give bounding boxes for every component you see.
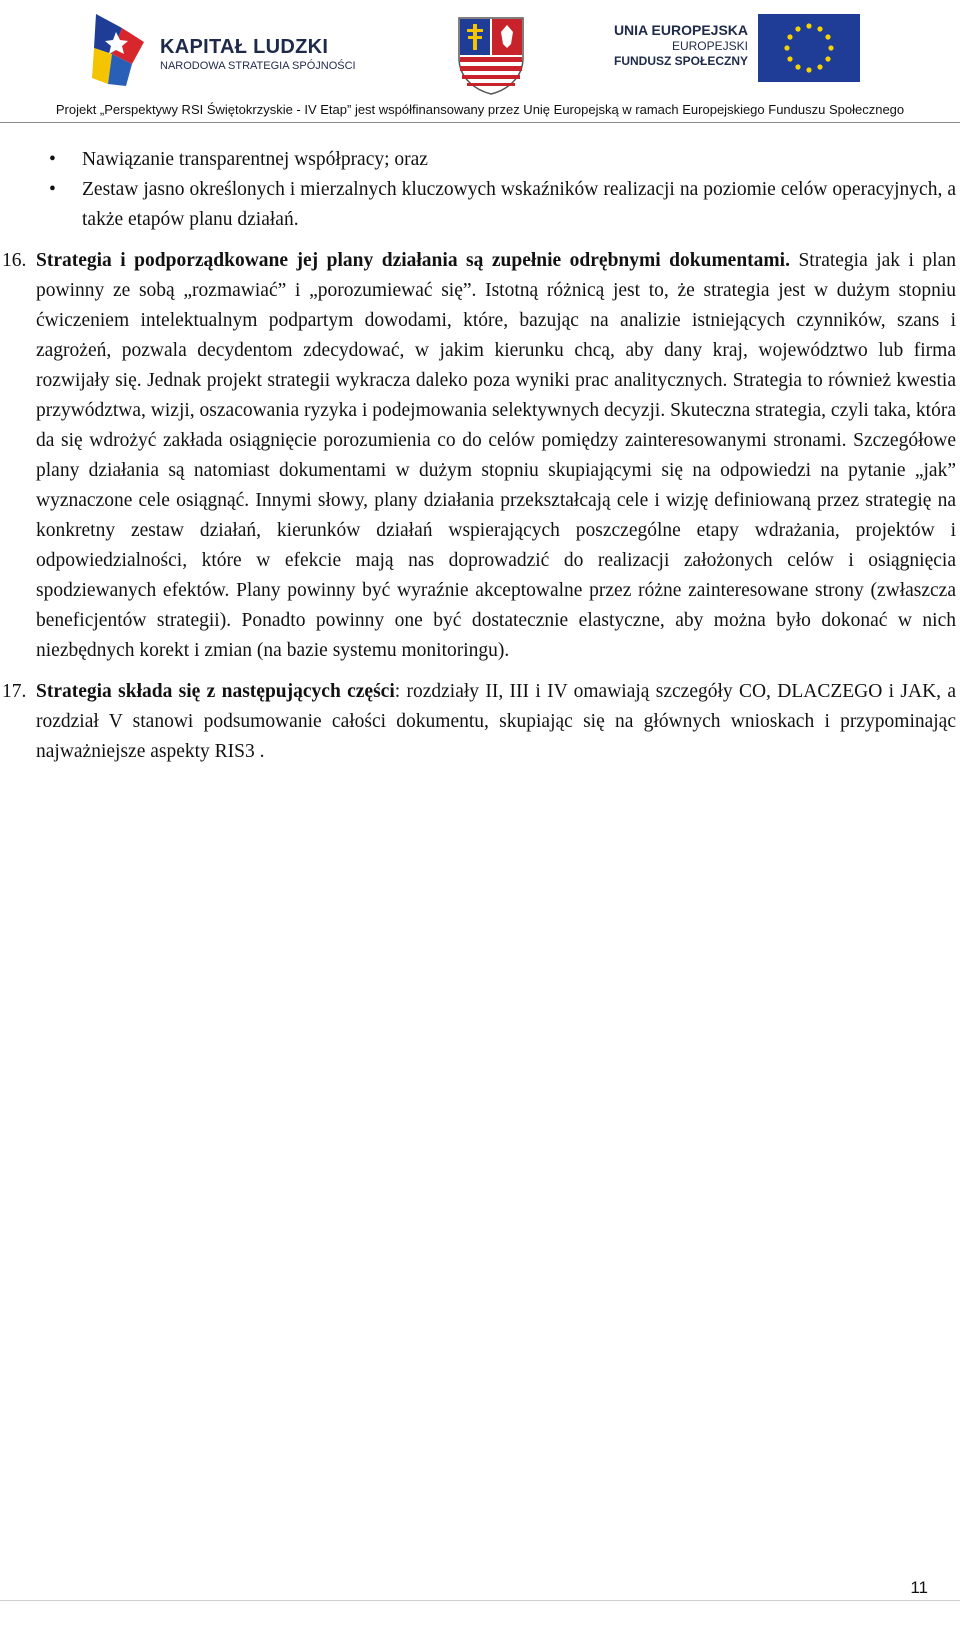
eu-flag-icon (758, 14, 860, 82)
numbered-item-16 (2, 246, 956, 666)
item-number: 17. (2, 681, 27, 702)
item-heading: Strategia i podporządkowane jej plany działania są zupełnie odrębnymi dokumentami. (36, 250, 790, 271)
footer-divider (0, 1600, 960, 1601)
page-header (0, 0, 960, 126)
item-text: : rozdziały II, III i IV omawiają szczegóły CO, DLACZEGO i JAK, a rozdział V stanowi podsumowanie całości dokumentu, skupiając się na głównych wnioskach i przypominając najważniejsze aspekty RIS3 . (36, 681, 957, 762)
project-funding-line: Projekt „Perspektywy RSI Świętokrzyskie - IV Etap” jest współfinansowany przez Unię Europejską w ramach Europejskiego Funduszu Społecznego (55, 102, 905, 117)
bullet-icon: • (49, 179, 56, 200)
document-body (2, 145, 957, 767)
kapital-ludzki-emblem-icon (92, 8, 152, 88)
swietokrzyskie-crest-icon (455, 14, 527, 96)
eu-fund-line2: FUNDUSZ SPOŁECZNY (613, 54, 748, 68)
kapital-ludzki-logo (92, 8, 356, 90)
page-number: 11 (910, 1578, 928, 1597)
item-number: 16. (2, 250, 27, 271)
kapital-ludzki-subtitle: NARODOWA STRATEGIA SPÓJNOŚCI (160, 60, 356, 72)
kapital-ludzki-title: KAPITAŁ LUDZKI (160, 36, 329, 58)
numbered-item-17 (2, 677, 957, 767)
item-heading: Strategia składa się z następujących części (36, 681, 395, 702)
bullet-item (36, 145, 956, 175)
eu-text-block (606, 22, 748, 69)
bullet-item (36, 175, 956, 235)
header-divider (0, 122, 960, 123)
bullet-text: Zestaw jasno określonych i mierzalnych kluczowych wskaźników realizacji na poziomie celów operacyjnych, a także etapów planu działań. (82, 179, 956, 230)
eu-name: UNIA EUROPEJSKA (613, 22, 748, 38)
bullet-list (36, 145, 956, 235)
bullet-icon: • (49, 149, 56, 170)
eu-fund-line1: EUROPEJSKI (671, 39, 748, 53)
item-text: Strategia jak i plan powinny ze sobą „rozmawiać” i „porozumiewać się”. Istotną różnicą jest to, że strategia jest w dużym stopniu ćwiczeniem intelektualnym podpartym dowodami, które, bazując na analizie istniejących czynników, szans i zagrożeń, pozwala decydentom zdecydować, w jakim kierunku chcą, aby dany kraj, województwo lub firma rozwijały się. Jednak projekt strategii wykracza daleko poza wyniki prac analitycznych. Strategia to również kwestia przywództwa, wizji, oszacowania ryzyka i podejmowania selektywnych decyzji. Skuteczna strategia, czyli taka, która da się wdrożyć zakłada osiągnięcie porozumienia co do celów pomiędzy zainteresowanymi stronami. Szczegółowe plany działania są natomiast dokumentami w dużym stopniu skupiającymi się na odpowiedzi na pytanie „jak” wyznaczone cele osiągnąć. Innymi słowy, plany działania przekształcają cele i wizję definiowaną przez strategię na konkretny zestaw działań, kierunków działań wspierających poszczególne etapy wdrażania, projektów i odpowiedzialności, które w efekcie mają nas doprowadzić do realizacji założonych celów i osiągnięcia spodziewanych efektów. Plany powinny być wyraźnie akceptowalne przez różne zainteresowane strony (zwłaszcza beneficjentów strategii). Ponadto powinny one być dostatecznie elastyczne, aby można było dokonać w nich niezbędnych korekt i zmian (na bazie systemu monitoringu). (36, 250, 956, 661)
bullet-text: Nawiązanie transparentnej współpracy; oraz (82, 149, 428, 170)
